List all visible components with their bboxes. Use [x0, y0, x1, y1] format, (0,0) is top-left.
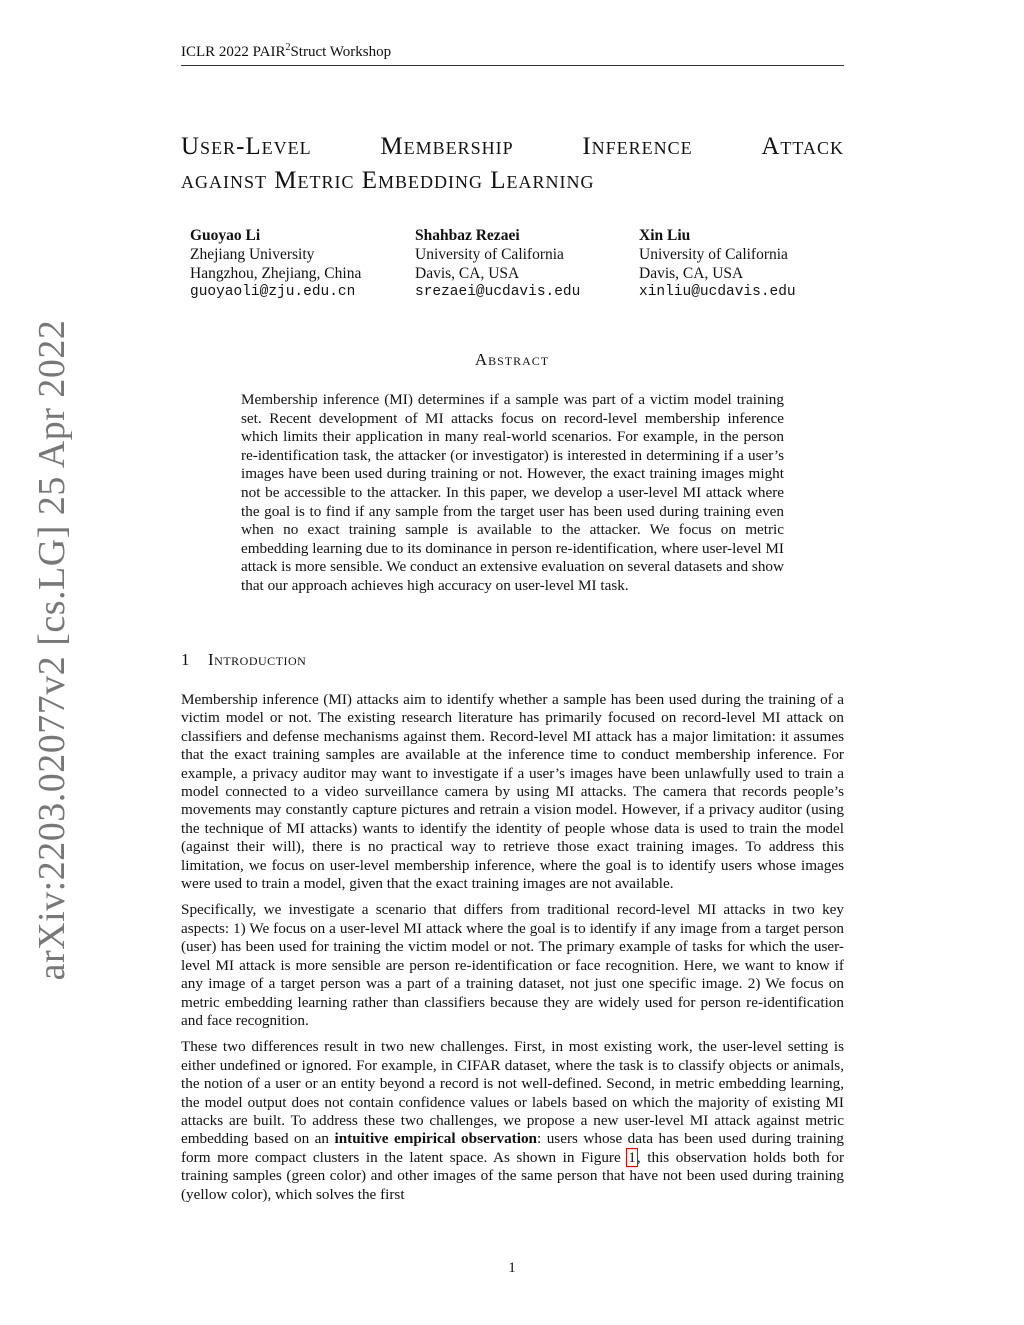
paragraph-text: These two differences result in two new challenges. First, in most existing work, the user-level setting is either undefined or ignored. For example, in CIFAR dataset, where the task is to classify objects or animals, the notion of a user or an entity beyond a record is not well-defined. Second, in metric embedding learning, the model output does not contain confidence values or labels based on which the majority of existing MI attacks are built. To address these two challenges, we propose a new user-level MI attack against metric embedding based on an: [181, 1038, 844, 1148]
arxiv-stamp: arXiv:2203.02077v2 [cs.LG] 25 Apr 2022: [31, 319, 73, 981]
author-name: Xin Liu: [639, 227, 691, 244]
title-word: User-Level: [181, 133, 312, 160]
paragraph: Specifically, we investigate a scenario that differs from traditional record-level MI attacks in two key aspects: 1) We focus on a user-level MI attack where the goal is to identify if any image from a target person (user) has been used for training the victim model or not. The primary example of tasks for which the user-level MI attack is more sensible are person re-identification or face recognition. Here, we want to know if any image of a target person was a part of a training dataset, not just one specific image. 2) We focus on metric embedding learning rather than classifiers because they are widely used for person re-identification and face recognition.: [181, 901, 844, 1029]
author-location: Hangzhou, Zhejiang, China: [190, 265, 362, 282]
section-heading: [181, 650, 306, 670]
author-email[interactable]: srezaei@ucdavis.edu: [415, 284, 581, 300]
paper-title: [181, 130, 844, 198]
figure-reference-link[interactable]: 1: [628, 1148, 636, 1166]
author-affiliation: Zhejiang University: [190, 246, 315, 263]
author-email[interactable]: xinliu@ucdavis.edu: [639, 284, 796, 300]
author-affiliation: University of California: [415, 246, 564, 263]
author-email[interactable]: guoyaoli@zju.edu.cn: [190, 284, 356, 300]
title-line-1: [181, 130, 844, 164]
paragraph: Membership inference (MI) attacks aim to identify whether a sample has been used during the training of a victim model or not. The existing research literature has primarily focused on record-level MI attack on classifiers and defense mechanisms against them. Record-level MI attack has a major limitation: it assumes that the exact training samples are available at the inference time to conduct membership inference. For example, a privacy auditor may want to investigate if a user’s images have been unlawfully used to train a model connected to a video surveillance camera by using MI attacks. The camera that records people’s movements may constantly capture pictures and retrain a vision model. However, if a privacy auditor (using the technique of MI attacks) wants to identify the identity of people whose data is used to train the model (against their will), there is no practical way to retrieve those exact training images. To address this limitation, we focus on user-level membership inference, where the goal is to identify users whose images were used to train a model, given that the exact training images are not available.: [181, 691, 844, 893]
title-line-2: against Metric Embedding Learning: [181, 167, 595, 194]
paragraph: [181, 1038, 844, 1204]
title-word: Attack: [761, 133, 844, 160]
paragraph-text: , this observation holds both for training samples (green color) and other images of the same person that have not been used during training (yellow color), which solves the first: [181, 1148, 844, 1203]
title-word: Inference: [582, 133, 693, 160]
author-name: Guoyao Li: [190, 227, 261, 244]
bold-phrase: intuitive empirical observation: [334, 1130, 537, 1148]
page-number: 1: [508, 1260, 516, 1276]
abstract-heading: Abstract: [474, 350, 550, 369]
author-3: [639, 226, 796, 302]
header-superscript: 2: [285, 42, 291, 53]
abstract-text: Membership inference (MI) determines if a sample was part of a victim model training set. Recent development of MI attacks focus on record-level membership inference which limits their application in many real-world scenarios. For example, in the person re-identification task, the attacker (or investigator) is interested in determining if a user’s images have been used during training or not. However, the exact training images might not be accessible to the attacker. In this paper, we develop a user-level MI attack where the goal is to find if any sample from the target user has been used during training even when no exact training sample is available to the attacker. We focus on metric embedding learning due to its dominance in person re-identification, where user-level MI attack is more sensible. We conduct an extensive evaluation on several datasets and show that our approach achieves high accuracy on user-level MI task.: [241, 391, 784, 594]
title-word: Membership: [380, 133, 514, 160]
header-text-suffix: Struct Workshop: [290, 44, 392, 60]
header-text: ICLR 2022 PAIR: [181, 44, 286, 60]
author-location: Davis, CA, USA: [415, 265, 520, 282]
introduction-body: [181, 691, 844, 1212]
paragraph-text: : users whose data has been used during training form more compact clusters in the latent space. As shown in Figure: [181, 1130, 845, 1166]
section-number: 1: [181, 650, 190, 669]
author-affiliation: University of California: [639, 246, 788, 263]
author-name: Shahbaz Rezaei: [415, 227, 520, 244]
author-location: Davis, CA, USA: [639, 265, 744, 282]
running-header: [181, 42, 844, 66]
author-1: [190, 226, 361, 302]
author-2: [415, 226, 580, 302]
section-title: Introduction: [208, 650, 307, 669]
